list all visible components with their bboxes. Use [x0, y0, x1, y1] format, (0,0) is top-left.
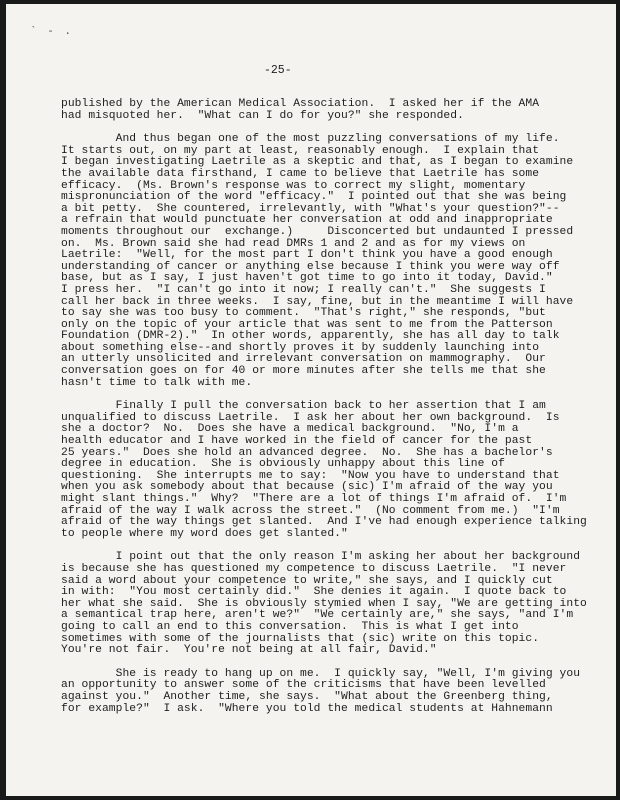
text-line: she a doctor? No. Does she have a medical background. "No, I'm a	[61, 423, 519, 436]
text-line: You're not fair. You're not being at all fair, David."	[61, 644, 437, 657]
text-line: to say she was too busy to comment. "That's right," she responds, "but	[61, 307, 546, 320]
text-line: when you ask somebody about that because (sic) I'm afraid of the way you	[61, 481, 553, 494]
text-line: a bit petty. She countered, irrelevantly, with "What's your question?"--	[61, 202, 560, 215]
text-line: a semantical trap here, aren't we?" "We certainly are," she says, "and I'm	[61, 609, 574, 622]
text-line: call her back in three weeks. I say, fine, but in the meantime I will have	[61, 295, 574, 308]
text-line: moments throughout our exchange.) Disconcerted but undaunted I pressed	[61, 225, 574, 238]
text-line: afraid of the way I walk across the street." (No comment from me.) "I'm	[61, 504, 560, 517]
text-line: against you." Another time, she says. "What about the Greenberg thing,	[61, 690, 553, 703]
text-line: I began investigating Laetrile as a skeptic and that, as I began to examine	[61, 156, 574, 169]
text-line: only on the topic of your article that was sent to me from the Patterson	[61, 318, 553, 331]
text-line: published by the American Medical Association. I asked her if the AMA	[61, 98, 540, 110]
text-line: base, but as I say, I just haven't got time to go into it today, David."	[61, 272, 553, 285]
text-line: degree in education. She is obviously unhappy about this line of	[61, 458, 505, 471]
text-line: Finally I pull the conversation back to her assertion that I am	[61, 400, 546, 413]
paragraph	[61, 99, 606, 122]
paragraph	[61, 669, 606, 715]
text-line: going to call an end to this conversation. This is what I get into	[61, 620, 519, 633]
document-page	[6, 4, 616, 796]
text-line: in with: "You most certainly did." She denies it again. I quote back to	[61, 586, 567, 599]
text-line: 25 years." Does she hold an advanced degree. No. She has a bachelor's	[61, 446, 553, 459]
text-line: health educator and I have worked in the field of cancer for the past	[61, 435, 533, 448]
text-line: hasn't time to talk with me.	[61, 376, 253, 389]
paragraph	[61, 401, 606, 540]
text-line: an utterly unsolicited and irrelevant conversation on mammography. Our	[61, 353, 546, 366]
text-line: Laetrile: "Well, for the most part I don't think you have a good enough	[61, 249, 553, 262]
text-line: She is ready to hang up on me. I quickly say, "Well, I'm giving you	[61, 667, 581, 680]
text-line: sometimes with some of the journalists that (sic) write on this topic.	[61, 632, 540, 645]
text-line: to people where my word does get slanted."	[61, 527, 348, 540]
text-line: afraid of the way things get slanted. And I've had enough experience talking	[61, 516, 587, 529]
text-line: mispronunciation of the word "efficacy." I pointed out that she was being	[61, 191, 567, 204]
text-line: I press her. "I can't go into it now; I really can't." She suggests I	[61, 283, 546, 296]
text-line: is because she has questioned my competence to discuss Laetrile. "I never	[61, 562, 567, 575]
text-line: a refrain that would punctuate her conversation at odd and inappropriate	[61, 214, 553, 227]
text-line: unqualified to discuss Laetrile. I ask her about her own background. Is	[61, 411, 560, 424]
text-line: understanding of cancer or anything else because I think you were way off	[61, 260, 560, 273]
body-text	[61, 99, 606, 727]
paragraph	[61, 552, 606, 656]
text-line: And thus began one of the most puzzling conversations of my life.	[61, 133, 560, 146]
text-line: an opportunity to answer some of the criticisms that have been levelled	[61, 679, 546, 692]
page-number: -25-	[264, 64, 292, 77]
text-line: on. Ms. Brown said she had read DMRs 1 and 2 and as for my views on	[61, 237, 526, 250]
paragraph	[61, 134, 606, 389]
text-line: her what she said. She is obviously stymied when I say, "We are getting into	[61, 597, 587, 610]
text-line: had misquoted her. "What can I do for you?" she responded.	[61, 109, 464, 122]
text-line: efficacy. (Ms. Brown's response was to correct my slight, momentary	[61, 179, 526, 192]
text-line: about something else--and shortly proves it by suddenly launching into	[61, 341, 540, 354]
text-line: questioning. She interrupts me to say: "Now you have to understand that	[61, 469, 560, 482]
text-line: Foundation (DMR-2)." In other words, apparently, she has all day to talk	[61, 330, 560, 343]
text-line: might slant things." Why? "There are a lot of things I'm afraid of. I'm	[61, 493, 567, 505]
corner-marks: ` - .	[30, 26, 74, 38]
text-line: said a word about your competence to write," she says, and I quickly cut	[61, 574, 553, 587]
text-line: conversation goes on for 40 or more minutes after she tells me that she	[61, 365, 546, 378]
text-line: for example?" I ask. "Where you told the medical students at Hahnemann	[61, 702, 553, 715]
text-line: I point out that the only reason I'm asking her about her background	[61, 551, 581, 564]
text-line: It starts out, on my part at least, reasonably enough. I explain that	[61, 144, 540, 157]
text-line: the available data firsthand, I came to believe that Laetrile has some	[61, 167, 540, 180]
